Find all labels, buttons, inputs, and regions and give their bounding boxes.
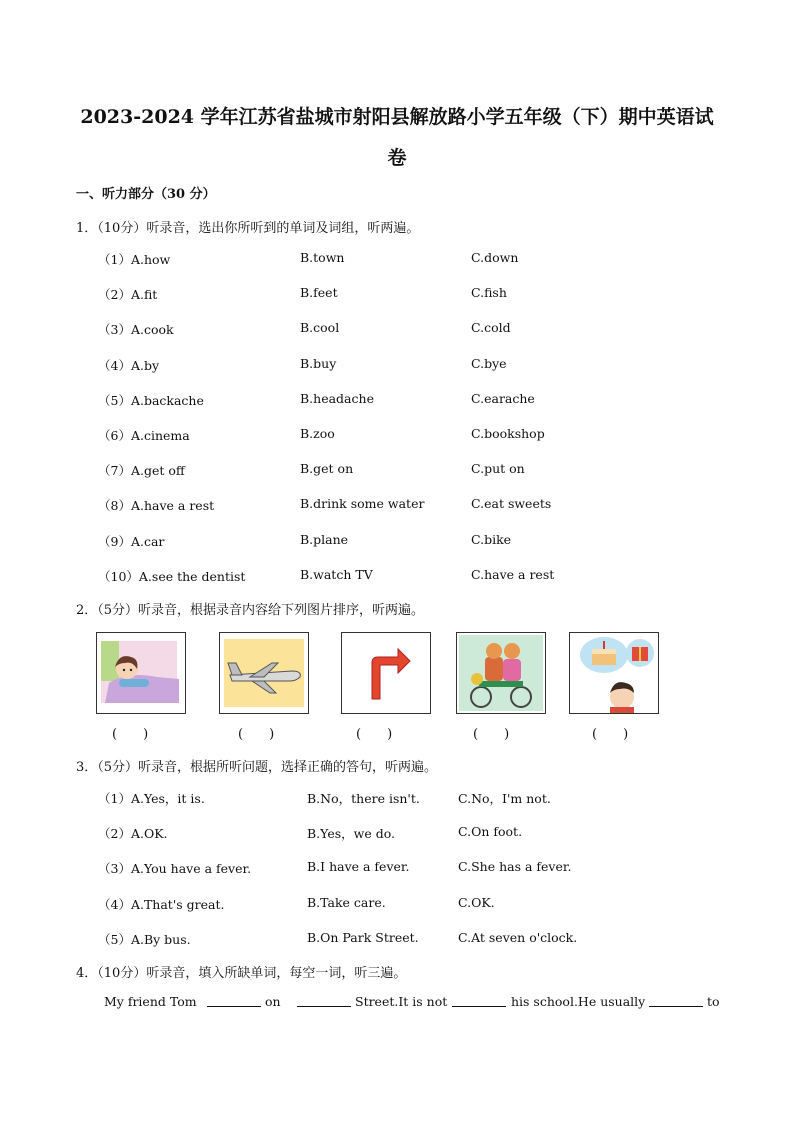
option-row [0, 285, 794, 305]
option-b[interactable]: B.zoo [300, 426, 335, 441]
option-b[interactable]: B.drink some water [300, 496, 425, 512]
option-b[interactable]: B.town [300, 250, 345, 265]
option-row [0, 789, 794, 809]
option-row [0, 320, 794, 340]
option-row [0, 567, 794, 587]
option-a[interactable]: （8）A.have a rest [98, 498, 215, 514]
option-a[interactable]: （9）A.car [98, 533, 165, 549]
airplane-picture [219, 632, 309, 714]
answer-paren-3[interactable]: ( ) [356, 727, 393, 742]
question-3-heading: 3．（5分）听录音，根据所听问题，选择正确的答句，听两遍。 [76, 760, 438, 775]
option-b[interactable]: B.headache [300, 390, 374, 406]
fill-text-2: on [265, 994, 281, 1009]
option-c[interactable]: C.down [471, 250, 519, 265]
option-row [0, 356, 794, 376]
option-a[interactable]: （3）A.cook [98, 322, 174, 338]
option-row [0, 895, 794, 915]
fill-blank-3[interactable] [452, 994, 506, 1010]
option-c[interactable]: C.At seven o'clock. [458, 929, 578, 945]
option-a[interactable]: （4）A.That's great. [98, 896, 225, 912]
option-row [0, 859, 794, 879]
option-b[interactable]: B.feet [300, 285, 338, 301]
option-c[interactable]: C.OK. [458, 894, 495, 910]
fill-blank-2[interactable] [297, 994, 351, 1010]
fill-text-5: to [707, 994, 720, 1009]
option-a[interactable]: （3）A.You have a fever. [98, 861, 252, 877]
fill-text-3: Street.It is not [355, 994, 448, 1009]
option-a[interactable]: （7）A.get off [98, 463, 185, 479]
option-c[interactable]: C.bike [471, 531, 512, 547]
answer-paren-4[interactable]: ( ) [473, 727, 510, 742]
option-c[interactable]: C.She has a fever. [458, 859, 572, 875]
fill-blank-4[interactable] [649, 994, 703, 1010]
option-b[interactable]: B.No，there isn't. [307, 791, 420, 806]
fill-blank-1[interactable] [207, 994, 261, 1010]
option-b[interactable]: B.plane [300, 531, 349, 547]
option-c[interactable]: C.bookshop [471, 426, 545, 441]
option-b[interactable]: B.On Park Street. [307, 929, 419, 945]
option-c[interactable]: C.eat sweets [471, 496, 552, 512]
option-c[interactable]: C.have a rest [471, 566, 555, 582]
option-b[interactable]: B.I have a fever. [307, 859, 410, 875]
turn-right-sign-picture [341, 632, 431, 714]
option-b[interactable]: B.Yes，we do. [307, 826, 395, 842]
option-a[interactable]: （4）A.by [98, 357, 160, 373]
option-b[interactable]: B.cool [300, 320, 340, 336]
option-row [0, 391, 794, 411]
question-4-heading: 4．（10分）听录音，填入所缺单词，每空一词，听三遍。 [76, 966, 407, 981]
section-heading-listening: 一、听力部分（30 分） [76, 187, 216, 202]
cats-on-bike-picture [456, 632, 546, 714]
option-a[interactable]: （2）A.fit [98, 287, 158, 303]
option-b[interactable]: B.watch TV [300, 566, 373, 582]
option-c[interactable]: C.fish [471, 285, 507, 301]
option-c[interactable]: C.put on [471, 461, 525, 477]
fill-text-1: My friend Tom [104, 994, 197, 1009]
option-row [0, 250, 794, 270]
answer-paren-5[interactable]: ( ) [592, 727, 629, 742]
option-a[interactable]: （1）A.how [98, 252, 171, 267]
option-a[interactable]: （2）A.OK. [98, 826, 168, 842]
option-b[interactable]: B.get on [300, 461, 354, 477]
answer-paren-2[interactable]: ( ) [238, 727, 275, 742]
option-c[interactable]: C.earache [471, 390, 535, 406]
option-a[interactable]: （5）A.By bus. [98, 931, 191, 947]
page-title-line1: 2023-2024 学年江苏省盐城市射阳县解放路小学五年级（下）期中英语试 [80, 106, 714, 128]
fill-text-4: his school.He usually [511, 994, 646, 1009]
option-c[interactable]: C.bye [471, 355, 507, 371]
option-row [0, 426, 794, 446]
option-a[interactable]: （5）A.backache [98, 392, 204, 408]
question-2-heading: 2．（5分）听录音，根据录音内容给下列图片排序，听两遍。 [76, 603, 425, 618]
option-b[interactable]: B.buy [300, 355, 337, 371]
option-a[interactable]: （6）A.cinema [98, 428, 190, 443]
sick-girl-in-bed-picture [96, 632, 186, 714]
option-row [0, 532, 794, 552]
option-c[interactable]: C.No，I'm not. [458, 791, 551, 806]
option-row [0, 461, 794, 481]
answer-paren-1[interactable]: ( ) [112, 727, 149, 742]
option-c[interactable]: C.cold [471, 320, 511, 336]
boy-thinking-cake-gift-picture [569, 632, 659, 714]
option-c[interactable]: C.On foot. [458, 824, 523, 840]
option-b[interactable]: B.Take care. [307, 894, 386, 910]
option-a[interactable]: （1）A.Yes，it is. [98, 791, 205, 806]
page-title-line2: 卷 [387, 147, 407, 169]
option-row [0, 824, 794, 844]
option-row [0, 930, 794, 950]
question-1-heading: 1．（10分）听录音，选出你所听到的单词及词组，听两遍。 [76, 221, 420, 236]
option-row [0, 496, 794, 516]
option-a[interactable]: （10）A.see the dentist [98, 568, 246, 584]
